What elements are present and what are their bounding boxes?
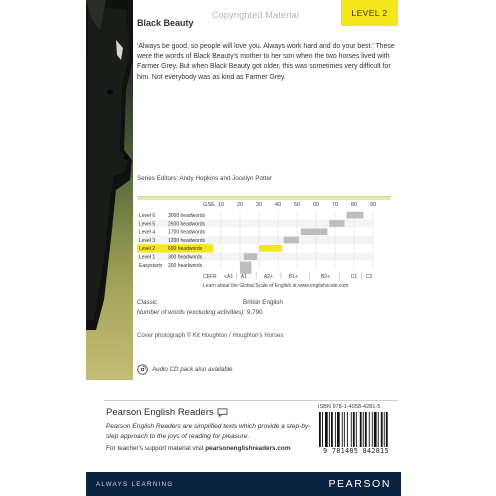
barcode-bar <box>369 412 370 452</box>
support-website: pearsonenglishreaders.com <box>205 445 291 452</box>
isbn-text: ISBN 978-1-4058-4281-5 <box>318 404 381 410</box>
cefr-tick: C2 <box>365 274 373 281</box>
barcode-bar <box>381 412 383 452</box>
teacher-support-line <box>106 445 291 452</box>
barcode-bar <box>353 412 355 452</box>
series-name <box>106 407 228 418</box>
level-name: Level 2 <box>139 246 156 253</box>
gse-tick-20: 20 <box>236 202 244 208</box>
word-count <box>137 309 263 316</box>
cover-photo-horse <box>86 0 133 380</box>
level-name: Level 4 <box>139 229 156 236</box>
gse-range-bar <box>346 212 363 219</box>
level-name: Easystarts <box>139 262 163 269</box>
book-blurb: 'Always be good, so people will love you. Always work hard and do your best.' These were the words of Black Beauty's mother to her son when the two horses lived with Farmer Grey. But when Black Beauty got older, this was sometimes very difficult for him. Not everybody was as kind as Farmer Grey. <box>137 43 395 81</box>
levels-chart-svg <box>137 197 391 293</box>
series-editors: Series Editors: Andy Hopkins and Jocelyn Potter <box>137 175 273 182</box>
cefr-tick: B2+ <box>320 274 331 281</box>
gse-tick-40: 40 <box>274 202 282 208</box>
audio-cd-note <box>137 364 232 375</box>
series-name-text: Pearson English Readers <box>106 407 214 418</box>
level-headwords: 300 headwords <box>168 254 203 261</box>
cefr-tick: A1 <box>240 274 247 281</box>
barcode-bar <box>365 412 367 452</box>
word-count-value: 9,790 <box>246 309 263 316</box>
level-headwords: 600 headwords <box>168 246 203 253</box>
level-name: Level 5 <box>139 221 156 228</box>
level-headwords: 1700 headwords <box>168 229 205 236</box>
gse-range-bar <box>301 228 328 235</box>
level-name: Level 3 <box>139 237 156 244</box>
barcode <box>318 412 392 452</box>
barcode-bar <box>335 412 336 452</box>
barcode-bar <box>363 412 364 452</box>
audio-cd-text: Audio CD pack also available <box>152 366 233 373</box>
divider <box>104 400 398 401</box>
barcode-bar <box>351 412 352 452</box>
horse-photo <box>86 0 133 330</box>
barcode-digits: 9 781405 842815 <box>316 447 396 455</box>
cefr-tick: <A1 <box>224 274 234 281</box>
levels-chart <box>137 196 391 292</box>
barcode-bar <box>329 412 330 452</box>
footer-tagline: ALWAYS LEARNING <box>96 480 174 488</box>
cefr-label: CEFR <box>203 274 217 281</box>
barcode-bar <box>360 412 362 452</box>
cover-credit: Cover photograph © Kit Houghton / Houghton's Horses <box>137 333 284 339</box>
barcode-bar <box>372 412 373 452</box>
barcode-bar <box>378 412 379 452</box>
gse-tick-50: 50 <box>293 202 301 208</box>
level-headwords: 200 headwords <box>168 262 203 269</box>
gse-range-bar <box>244 253 257 260</box>
barcode-bar <box>386 412 388 452</box>
genre-label: Classic <box>137 299 158 306</box>
gse-tick-80: 80 <box>350 202 358 208</box>
level-name: Level 6 <box>139 213 156 219</box>
cefr-tick: B1+ <box>288 274 298 281</box>
series-description: Pearson English Readers are simplified texts which provide a step-by-step approach to the joys of reading for pleasure. <box>106 423 311 440</box>
level-name: Level 1 <box>139 254 156 261</box>
barcode-bar <box>322 412 323 452</box>
gse-tick-70: 70 <box>331 202 339 208</box>
support-prefix: For teacher's support material visit <box>106 445 204 452</box>
gse-range-bar-extension <box>240 262 251 274</box>
gse-label: GSE <box>203 202 215 208</box>
gse-scale-note: Learn about the Global Scale of English at www.englishscale.com <box>203 283 349 290</box>
barcode-bar <box>384 412 385 452</box>
english-variety: British English <box>243 299 283 306</box>
barcode-bar <box>331 412 333 452</box>
copyright-notice: Copyrighted Material <box>212 10 300 20</box>
word-count-label: Number of words (excluding activities): <box>137 309 246 316</box>
barcode-bar <box>319 412 321 452</box>
cefr-tick: C1 <box>350 274 358 281</box>
barcode-bar <box>344 412 345 452</box>
publisher-logo: PEARSON <box>328 478 391 490</box>
gse-tick-30: 30 <box>255 202 263 208</box>
cd-icon <box>137 364 148 375</box>
speech-bubble-icon <box>217 408 228 417</box>
gse-tick-90: 90 <box>369 202 377 208</box>
barcode-bar <box>337 412 340 452</box>
book-title: Black Beauty <box>137 18 194 28</box>
gse-range-bar <box>284 237 299 244</box>
barcode-bar <box>325 412 328 452</box>
gse-range-bar <box>259 245 282 252</box>
gse-tick-60: 60 <box>312 202 320 208</box>
cefr-tick: A2+ <box>263 274 274 281</box>
gse-range-bar <box>329 220 344 227</box>
barcode-bar <box>342 412 343 452</box>
barcode-bar <box>374 412 377 452</box>
level-badge: LEVEL 2 <box>341 0 398 26</box>
level-headwords: 1200 headwords <box>168 237 205 244</box>
barcode-bar <box>356 412 357 452</box>
level-headwords: 3000 headwords <box>168 213 205 219</box>
level-headwords: 2500 headwords <box>168 221 205 228</box>
gse-tick-10: 10 <box>217 202 225 208</box>
barcode-bar <box>347 412 348 452</box>
footer-bar <box>86 472 401 496</box>
